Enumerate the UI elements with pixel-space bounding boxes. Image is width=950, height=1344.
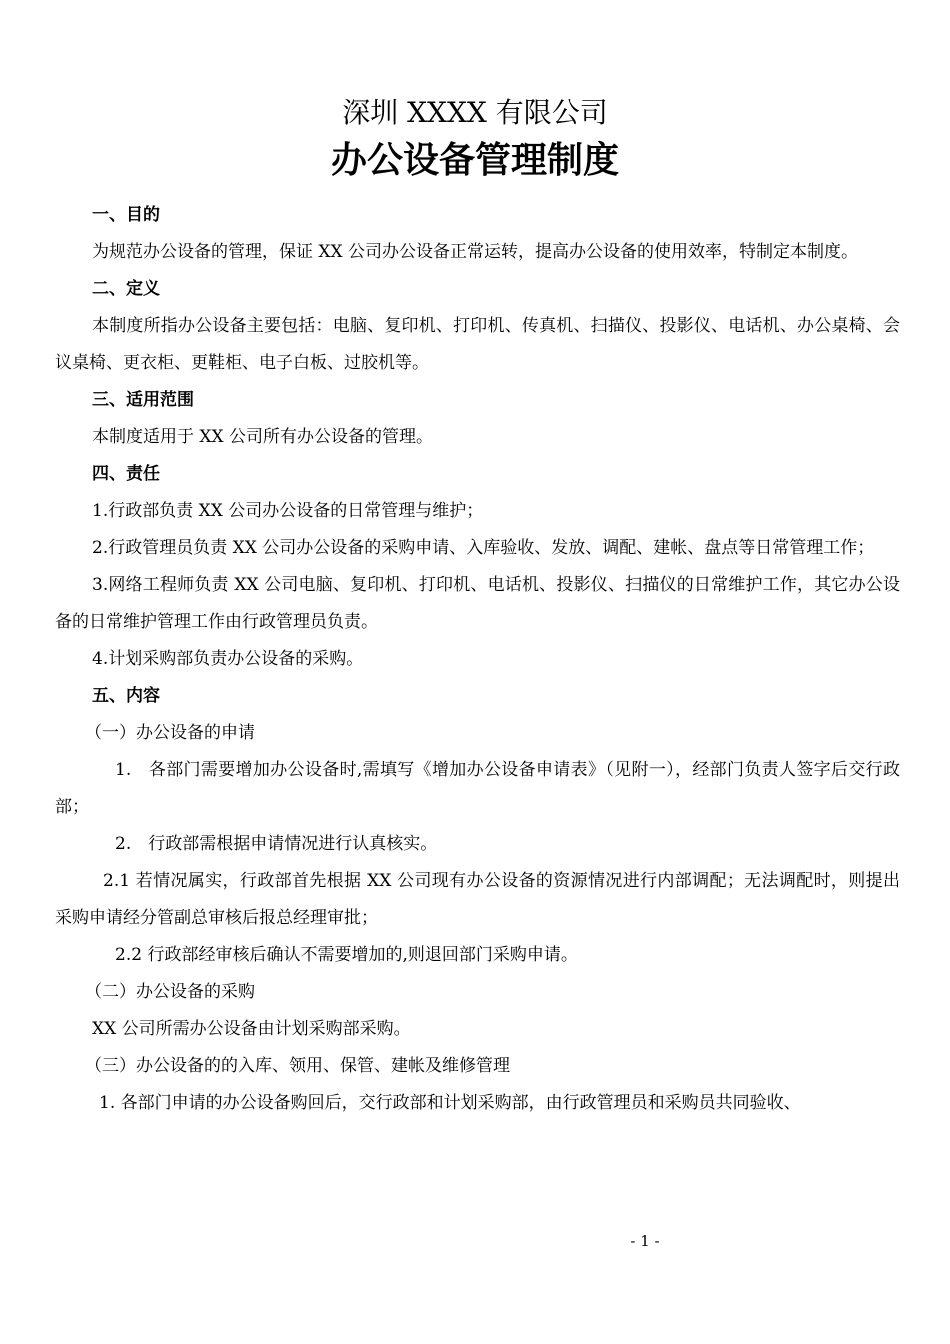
paragraph: 本制度适用于 XX 公司所有办公设备的管理。: [92, 427, 434, 447]
subsection-heading: （三）办公设备的的入库、领用、保管、建帐及维修管理: [85, 1056, 510, 1076]
document-body: [55, 197, 900, 1122]
paragraph: 1.行政部负责 XX 公司办公设备的日常管理与维护；: [92, 501, 484, 521]
subsection-heading: （一）办公设备的申请: [85, 723, 255, 743]
paragraph: 2.2 行政部经审核后确认不需要增加的,则退回部门采购申请。: [115, 945, 578, 965]
paragraph: 1. 各部门申请的办公设备购回后，交行政部和计划采购部，由行政管理员和采购员共同验收、: [99, 1093, 801, 1113]
section-heading: 三、适用范围: [92, 390, 194, 410]
paragraph: 3.网络工程师负责 XX 公司电脑、复印机、打印机、电话机、投影仪、扫描仪的日常维护工作，其它办公设备的日常维护管理工作由行政管理员负责。: [55, 575, 900, 632]
paragraph: 2. 行政部需根据申请情况进行认真核实。: [115, 834, 438, 854]
paragraph: 2.1 若情况属实，行政部首先根据 XX 公司现有办公设备的资源情况进行内部调配；无法调配时，则提出采购申请经分管副总审核后报总经理审批；: [55, 871, 900, 928]
paragraph: 1. 各部门需要增加办公设备时,需填写《增加办公设备申请表》（见附一），经部门负责人签字后交行政部；: [55, 760, 900, 817]
subsection-heading: （二）办公设备的采购: [85, 982, 255, 1002]
paragraph: 为规范办公设备的管理，保证 XX 公司办公设备正常运转，提高办公设备的使用效率，特制定本制度。: [92, 242, 859, 262]
paragraph: 本制度所指办公设备主要包括：电脑、复印机、打印机、传真机、扫描仪、投影仪、电话机、办公桌椅、会议桌椅、更衣柜、更鞋柜、电子白板、过胶机等。: [55, 316, 900, 373]
page-number: - 1 -: [630, 1232, 660, 1250]
paragraph: 2.行政管理员负责 XX 公司办公设备的采购申请、入库验收、发放、调配、建帐、盘点等日常管理工作；: [92, 538, 875, 558]
section-heading: 二、定义: [92, 279, 160, 299]
document-title: 办公设备管理制度: [330, 139, 619, 181]
paragraph: XX 公司所需办公设备由计划采购部采购。: [92, 1019, 411, 1039]
section-heading: 四、责任: [92, 464, 160, 484]
paragraph: 4.计划采购部负责办公设备的采购。: [92, 649, 364, 669]
section-heading: 一、目的: [92, 205, 160, 225]
company-title: 深圳 XXXX 有限公司: [342, 96, 608, 129]
section-heading: 五、内容: [92, 686, 160, 706]
